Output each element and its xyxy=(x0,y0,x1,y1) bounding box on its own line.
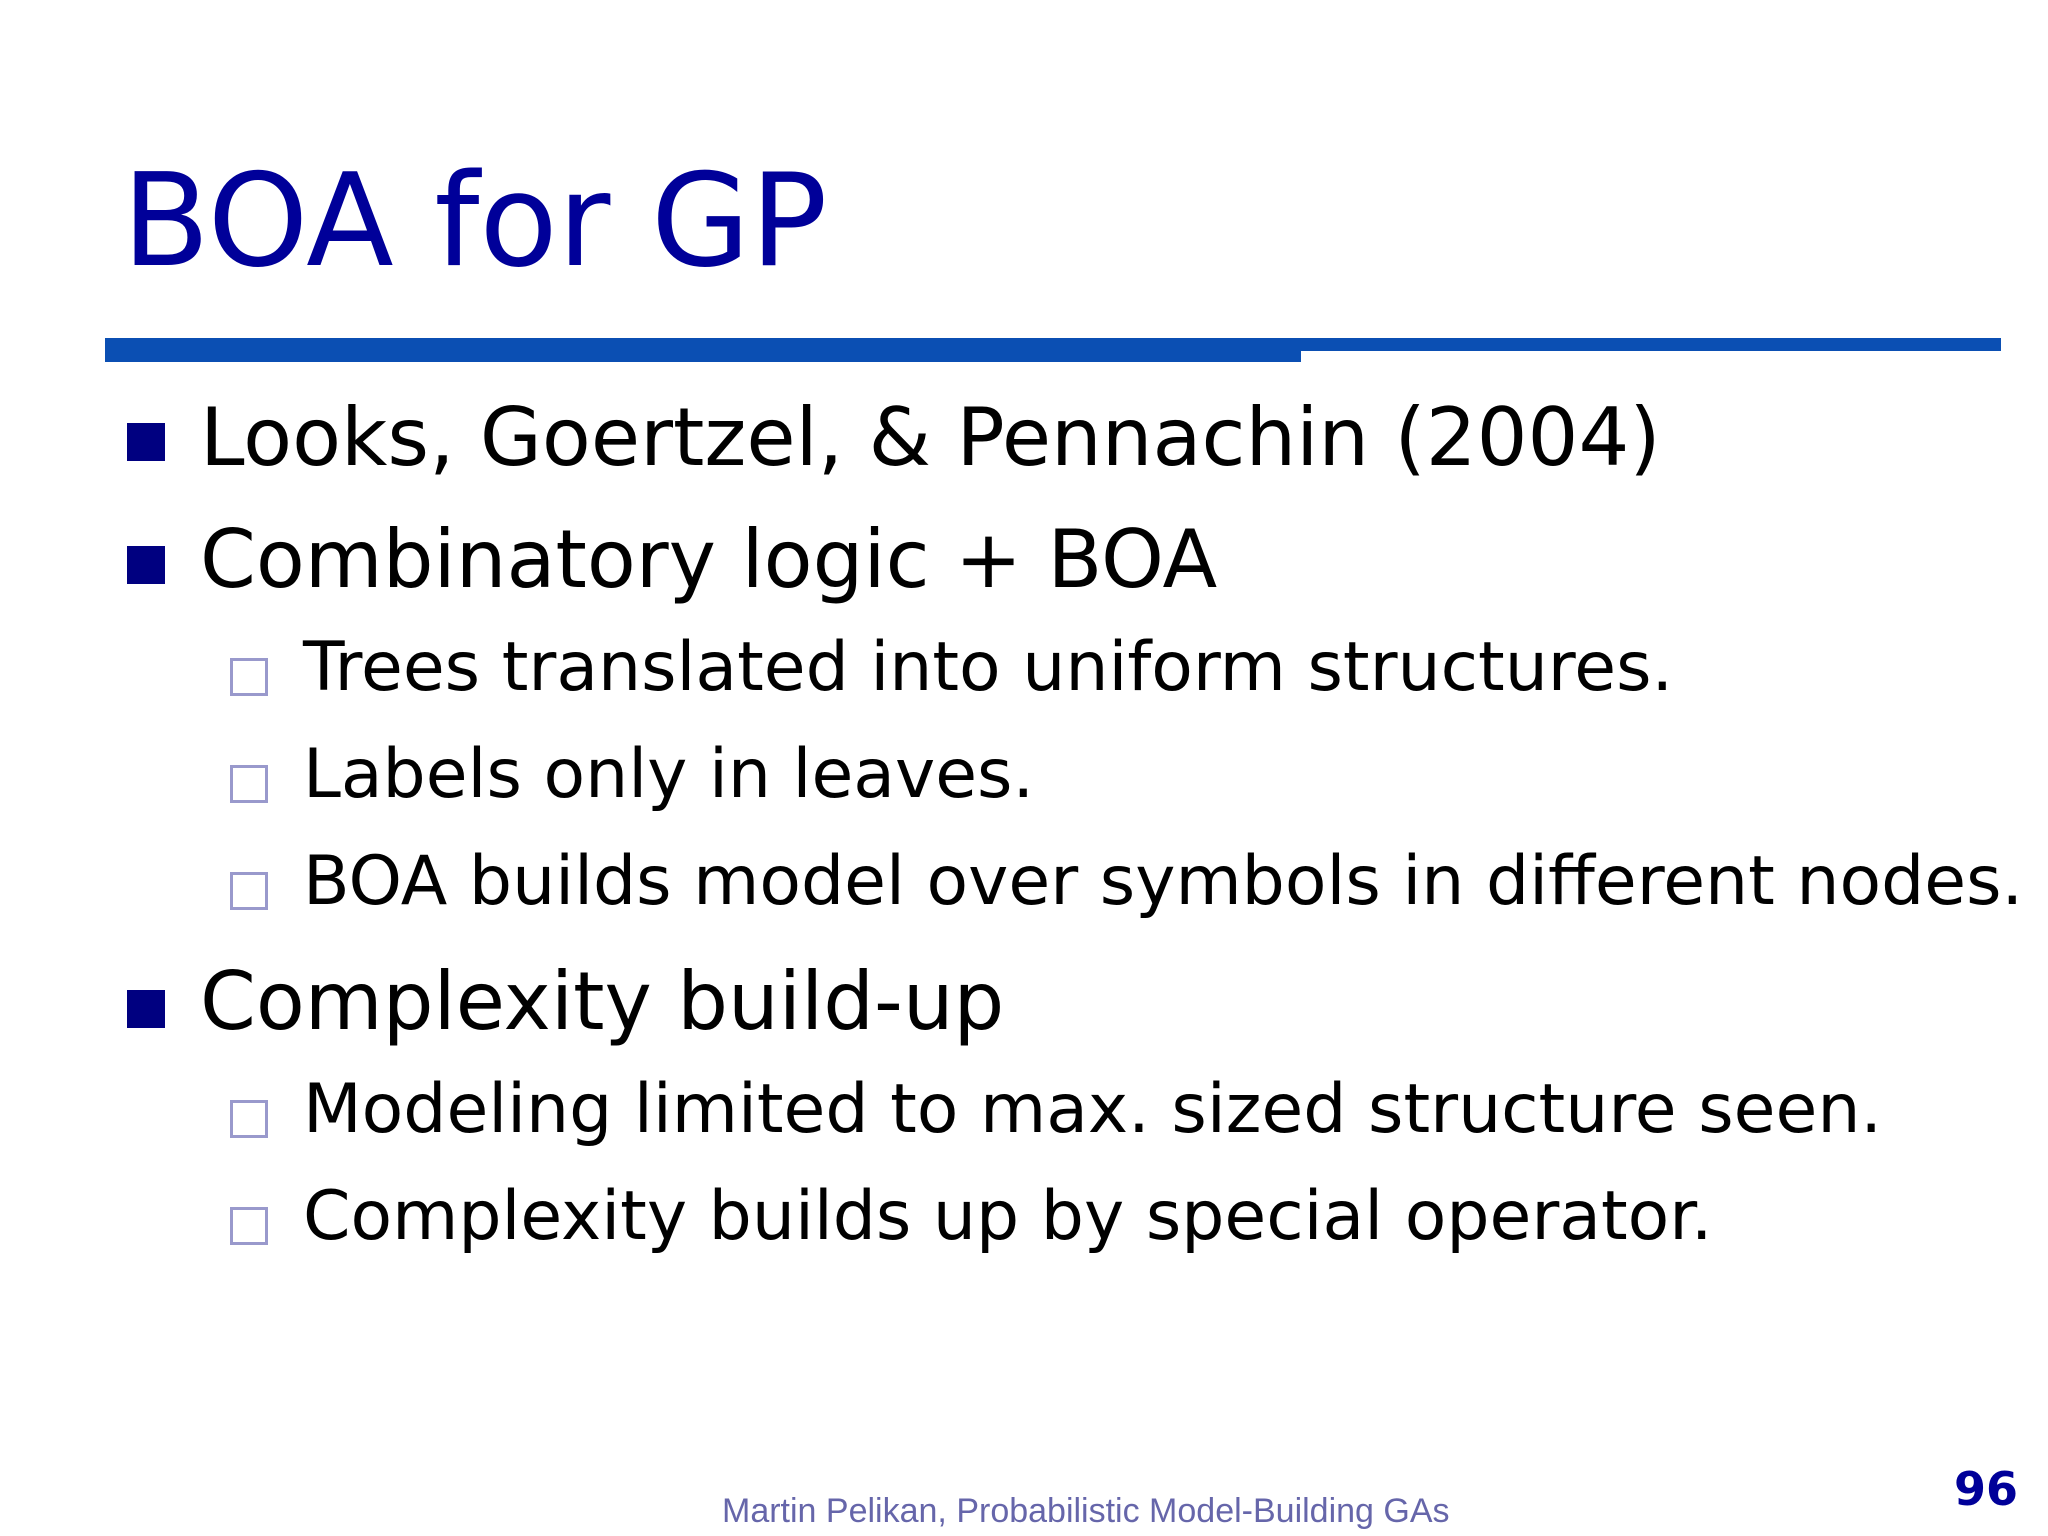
hollow-square-bullet-icon xyxy=(230,658,268,696)
hollow-square-bullet-icon xyxy=(230,765,268,803)
bullet-text: Labels only in leaves. xyxy=(303,735,1035,814)
hollow-square-bullet-icon xyxy=(230,1207,268,1245)
hollow-square-bullet-icon xyxy=(230,1100,268,1138)
hollow-square-bullet-icon xyxy=(230,872,268,910)
filled-square-bullet-icon xyxy=(127,423,165,461)
bullet-text: Looks, Goertzel, & Pennachin (2004) xyxy=(200,391,1661,484)
slide-title: BOA for GP xyxy=(122,147,828,296)
slide-footer: Martin Pelikan, Probabilistic Model-Building GAs xyxy=(722,1492,1450,1530)
bullet-text: Trees translated into uniform structures. xyxy=(303,628,1674,707)
title-rule-thick xyxy=(105,338,1301,362)
bullet-text: Complexity builds up by special operator. xyxy=(303,1177,1713,1256)
title-rule-thin xyxy=(1301,338,2001,351)
filled-square-bullet-icon xyxy=(127,546,165,584)
bullet-text: Complexity build-up xyxy=(200,955,1005,1048)
filled-square-bullet-icon xyxy=(127,990,165,1028)
bullet-text: BOA builds model over symbols in different nodes. xyxy=(303,842,2024,921)
page-number: 96 xyxy=(1953,1462,2018,1516)
bullet-text: Combinatory logic + BOA xyxy=(200,513,1218,606)
bullet-text: Modeling limited to max. sized structure seen. xyxy=(303,1070,1883,1149)
